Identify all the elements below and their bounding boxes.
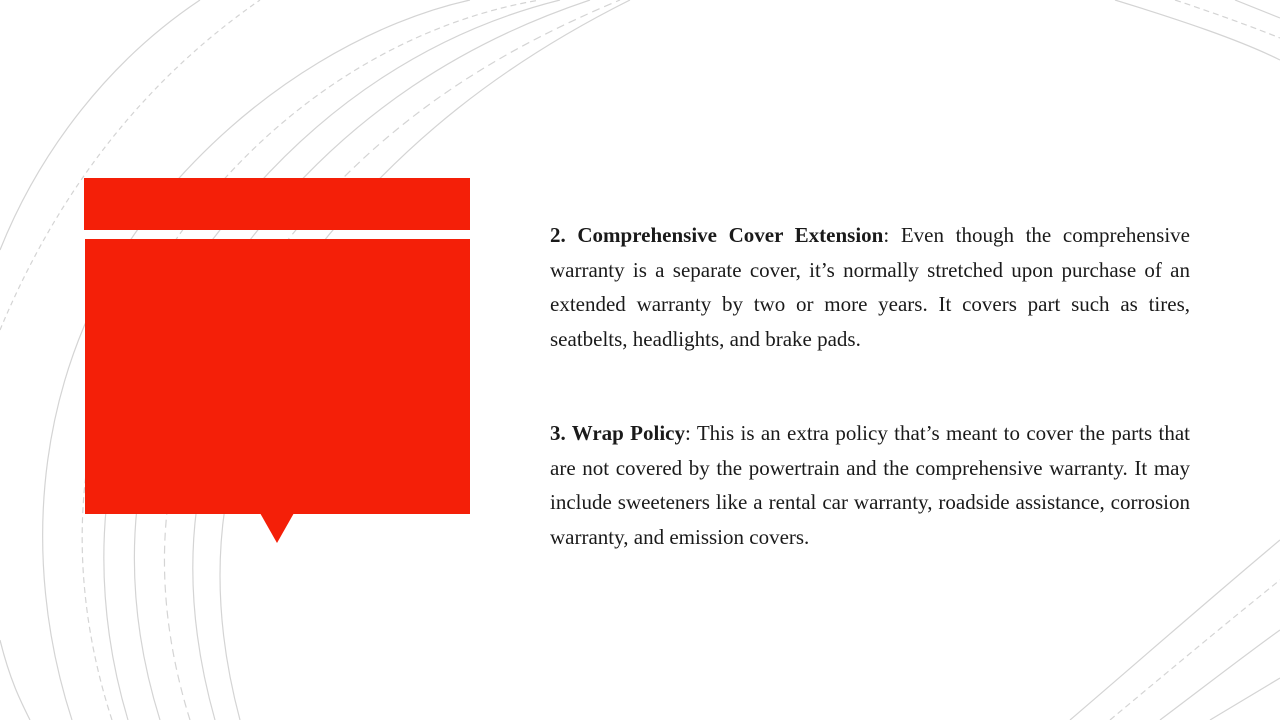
callout-pointer [260,513,294,543]
arc-line [1235,0,1280,18]
arc-line [1115,0,1280,60]
paragraph-heading: 3. Wrap Policy [550,421,686,445]
red-callout-box [85,239,470,514]
red-header-strip [84,178,470,230]
arc-line [1160,630,1280,720]
arc-line [1110,580,1280,720]
paragraph-heading: 2. Comprehensive Cover Extension [550,223,884,247]
body-text [550,218,1190,554]
arc-line [0,640,30,720]
arc-line [1070,540,1280,720]
arc-line [1175,0,1280,38]
paragraph-body: : Even though the comprehensive warranty is a separate cover, it’s normally stretched upon purchase of an extended warranty by two or more years. It covers part such as tires, seatbelts, headlights, and brake pads. [550,223,1190,351]
paragraph-wrap-policy [550,416,1190,554]
arc-line [1210,678,1280,720]
paragraph-comprehensive-cover [550,218,1190,356]
paragraph-body: : This is an extra policy that’s meant to cover the parts that are not covered by the powertrain and the comprehensive warranty. It may include sweeteners like a rental car warranty, roadside assistance, corrosion warranty, and emission covers. [550,421,1190,549]
